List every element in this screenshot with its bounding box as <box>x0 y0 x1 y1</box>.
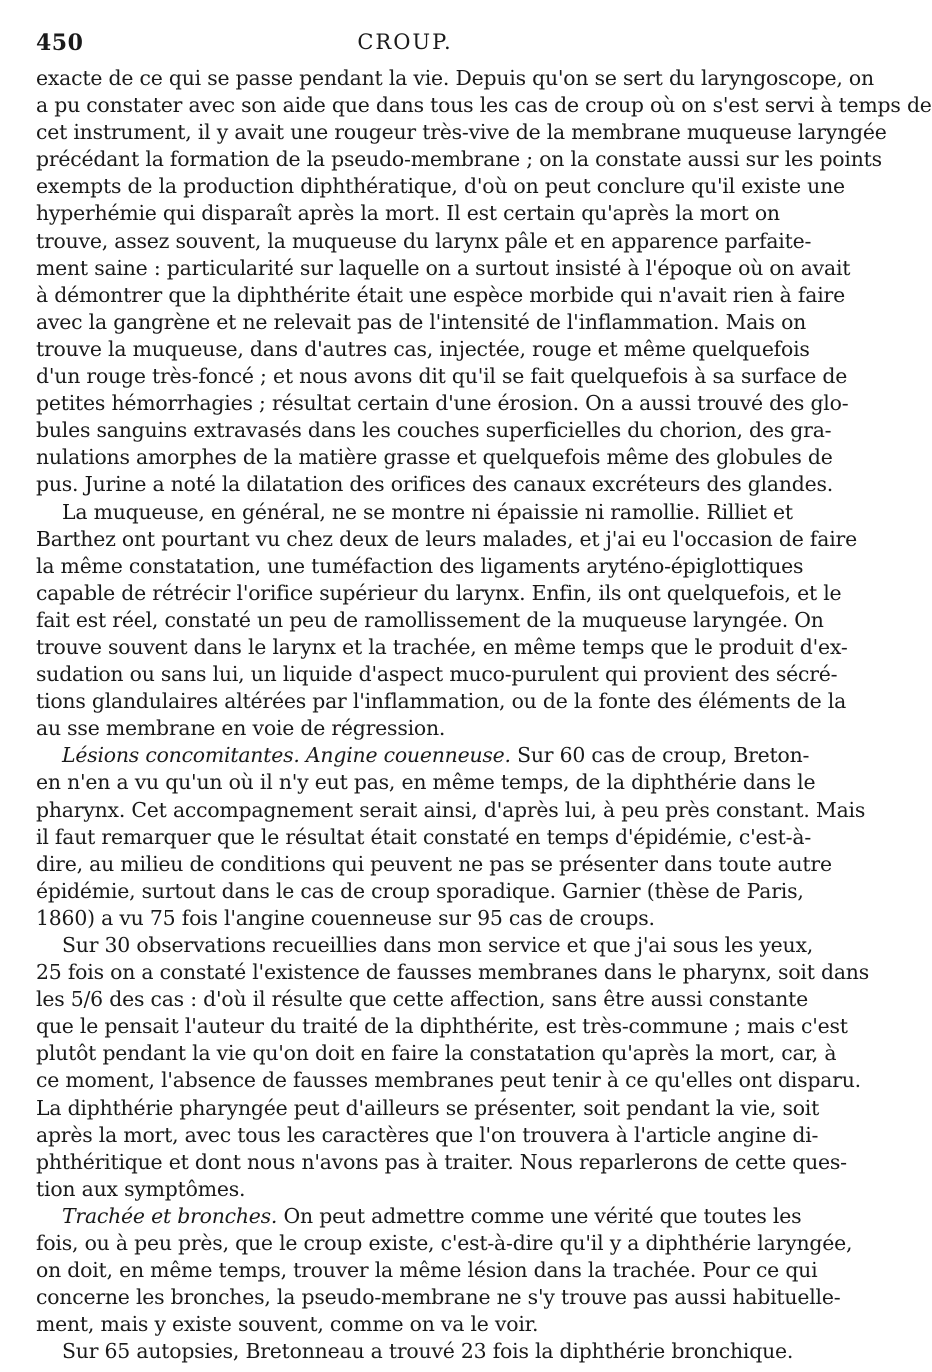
text-line: en n'en a vu qu'un où il n'y eut pas, en même temps, de la diphthérie dans le <box>36 770 816 795</box>
section-heading-rest: Sur 60 cas de croup, Breton- <box>510 743 810 768</box>
text-line: cet instrument, il y avait une rougeur très-vive de la membrane muqueuse laryngée <box>36 120 887 145</box>
text-line: avec la gangrène et ne relevait pas de l'intensité de l'inflammation. Mais on <box>36 309 807 334</box>
text-line: La muqueuse, en général, ne se montre ni épaissie ni ramollie. Rilliet et <box>62 499 793 524</box>
text-line: Sur 30 observations recueillies dans mon service et que j'ai sous les yeux, <box>62 933 814 957</box>
text-line: Barthez ont pourtant vu chez deux de leurs malades, et j'ai eu l'occasion de faire <box>36 526 857 551</box>
page-number: 450 <box>36 30 84 56</box>
text-line: après la mort, avec tous les caractères que l'on trouvera à l'article angine di- <box>36 1122 819 1147</box>
text-line: dire, au milieu de conditions qui peuvent ne pas se présenter dans toute autre <box>36 851 832 876</box>
text-line: à démontrer que la diphthérite était une espèce morbide qui n'avait rien à faire <box>36 282 845 307</box>
text-line: pus. Jurine a noté la dilatation des orifices des canaux excréteurs des glandes. <box>36 472 834 497</box>
text-line: précédant la formation de la pseudo-membrane ; on la constate aussi sur les points <box>36 147 882 172</box>
text-line: ment saine : particularité sur laquelle on a surtout insisté à l'époque où on avait <box>36 255 851 280</box>
text-line: fait est réel, constaté un peu de ramollissement de la muqueuse laryngée. On <box>36 607 824 632</box>
text-line: épidémie, surtout dans le cas de croup sporadique. Garnier (thèse de Paris, <box>36 878 804 903</box>
text-line: fois, ou à peu près, que le croup existe, c'est-à-dire qu'il y a diphthérie laryngée, <box>36 1231 853 1256</box>
text-line: au sse membrane en voie de régression. <box>36 716 446 741</box>
section-heading-rest: On peut admettre comme une vérité que toutes les <box>277 1203 802 1228</box>
text-line: trouve la muqueuse, dans d'autres cas, injectée, rouge et même quelquefois <box>36 336 810 361</box>
text-line: plutôt pendant la vie qu'on doit en faire la constatation qu'après la mort, car, à <box>36 1041 837 1066</box>
text-line: tions glandulaires altérées par l'inflammation, ou de la fonte des éléments de la <box>36 689 847 714</box>
text-line: nulations amorphes de la matière grasse et quelquefois même des globules de <box>36 445 833 470</box>
section-heading: Trachée et bronches. <box>62 1203 278 1228</box>
page-header <box>36 30 774 60</box>
text-line: exempts de la production diphthératique, d'où on peut conclure qu'il existe une <box>36 174 845 199</box>
section-heading-line <box>36 742 810 769</box>
text-line: ment, mais y existe souvent, comme on va le voir. <box>36 1312 539 1337</box>
running-head: CROUP. <box>357 30 453 54</box>
text-line: phthéritique et dont nous n'avons pas à traiter. Nous reparlerons de cette ques- <box>36 1149 847 1174</box>
body-text <box>36 65 932 1366</box>
text-line: il faut remarquer que le résultat était constaté en temps d'épidémie, c'est-à- <box>36 824 812 849</box>
text-line: les 5/6 des cas : d'où il résulte que cette affection, sans être aussi constante <box>36 987 809 1012</box>
text-line: pharynx. Cet accompagnement serait ainsi, d'après lui, à peu près constant. Mais <box>36 797 866 822</box>
text-line: ce moment, l'absence de fausses membranes peut tenir à ce qu'elles ont disparu. <box>36 1068 861 1093</box>
text-line: Sur 65 autopsies, Bretonneau a trouvé 23 fois la diphthérie bronchique. <box>62 1339 794 1364</box>
text-line: trouve, assez souvent, la muqueuse du larynx pâle et en apparence parfaite- <box>36 228 812 253</box>
text-line: capable de rétrécir l'orifice supérieur du larynx. Enfin, ils ont quelquefois, et le <box>36 580 842 605</box>
text-line: petites hémorrhagies ; résultat certain d'une érosion. On a aussi trouvé des glo- <box>36 391 849 416</box>
text-line: 25 fois on a constaté l'existence de fausses membranes dans le pharynx, soit dans <box>36 960 869 985</box>
section-heading: Lésions concomitantes. Angine couenneuse. <box>62 743 511 768</box>
section-heading-line <box>36 1203 802 1230</box>
text-line: tion aux symptômes. <box>36 1176 246 1201</box>
text-line: la même constatation, une tuméfaction des ligaments aryténo-épiglottiques <box>36 553 804 578</box>
text-line: d'un rouge très-foncé ; et nous avons dit qu'il se fait quelquefois à sa surface de <box>36 364 848 389</box>
text-line: trouve souvent dans le larynx et la trachée, en même temps que le produit d'ex- <box>36 634 848 659</box>
text-line: on doit, en même temps, trouver la même lésion dans la trachée. Pour ce qui <box>36 1258 818 1283</box>
text-line: La diphthérie pharyngée peut d'ailleurs se présenter, soit pendant la vie, soit <box>36 1095 820 1120</box>
text-line: a pu constater avec son aide que dans tous les cas de croup où on s'est servi à temps de <box>36 93 932 118</box>
text-line: que le pensait l'auteur du traité de la diphthérite, est très-commune ; mais c'est <box>36 1014 848 1039</box>
text-line: 1860) a vu 75 fois l'angine couenneuse sur 95 cas de croups. <box>36 905 655 930</box>
text-line: exacte de ce qui se passe pendant la vie. Depuis qu'on se sert du laryngoscope, on <box>36 66 874 90</box>
text-line: bules sanguins extravasés dans les couches superficielles du chorion, des gra- <box>36 418 832 443</box>
text-line: hyperhémie qui disparaît après la mort. Il est certain qu'après la mort on <box>36 201 780 226</box>
text-line: sudation ou sans lui, un liquide d'aspect muco-purulent qui provient des sécré- <box>36 662 838 687</box>
text-line: concerne les bronches, la pseudo-membrane ne s'y trouve pas aussi habituelle- <box>36 1285 841 1310</box>
